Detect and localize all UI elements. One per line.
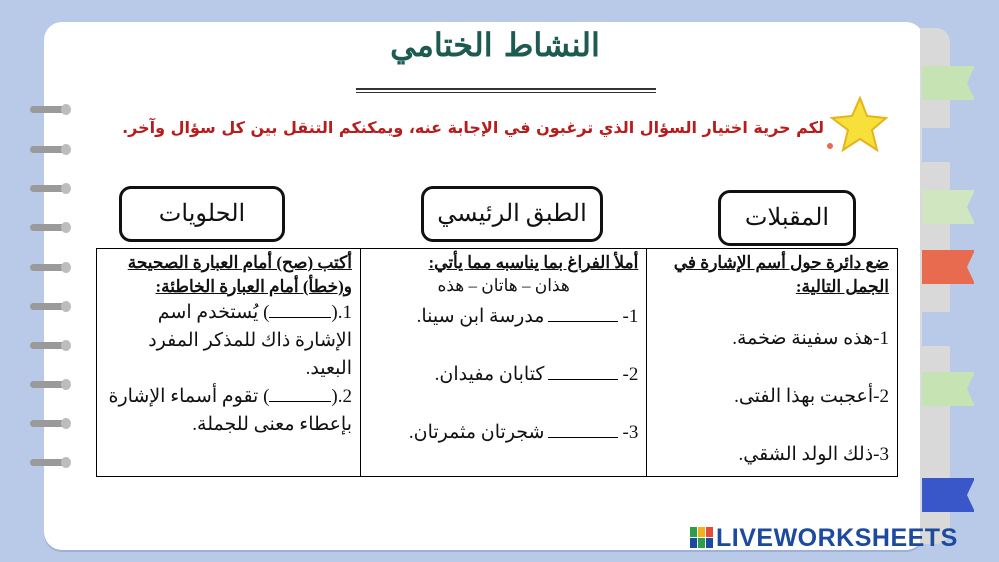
appetizers-cell [647, 249, 898, 477]
true-false-item [105, 383, 352, 439]
desserts-prompt: أكتب (صح) أمام العبارة الصحيحة و(خطأ) أمام العبارة الخاطئة: [127, 253, 352, 296]
binder-ring [30, 224, 68, 231]
binder-ring [30, 146, 68, 153]
notebook-tab-1 [922, 66, 974, 100]
notebook-tab-2 [922, 128, 974, 162]
notebook-tab-3 [922, 190, 974, 224]
heading-main-course: الطبق الرئيسي [421, 186, 603, 242]
heading-desserts: الحلويات [119, 186, 285, 242]
item-text: شجرتان مثمرتان. [408, 422, 545, 443]
binder-ring [30, 381, 68, 388]
star-icon [824, 96, 888, 156]
binder-ring [30, 264, 68, 271]
item-number: 2.( [331, 386, 352, 407]
binder-ring [30, 342, 68, 349]
instruction-text: لكم حرية اختيار السؤال الذي ترغبون في الإجابة عنه، ويمكنكم التنقل بين كل سؤال وآخر. [122, 118, 824, 137]
activity-table [96, 248, 898, 477]
binder-ring [30, 459, 68, 466]
appetizers-item[interactable]: 1-هذه سفينة ضخمة. [732, 328, 889, 349]
brand-name: LIVEWORKSHEETS [716, 524, 958, 552]
appetizers-prompt: ضع دائرة حول أسم الإشارة في الجمل التالية: [673, 253, 889, 296]
item-number: 1- [622, 306, 639, 327]
item-text: ) تقوم أسماء الإشارة بإعطاء معنى للجملة. [108, 386, 352, 435]
fill-blank-item [369, 361, 638, 389]
item-text: مدرسة ابن سينا. [416, 306, 545, 327]
answer-input[interactable] [269, 317, 331, 318]
word-bank: هذان – هاتان – هذه [437, 276, 570, 295]
item-text: كتابان مفيدان. [434, 364, 545, 385]
true-false-item [105, 299, 352, 383]
liveworksheets-logo[interactable] [690, 524, 958, 552]
blank-input[interactable] [548, 379, 618, 380]
binder-ring [30, 185, 68, 192]
main-course-prompt: أملأ الفراغ بما يناسبه مما يأتي: [428, 253, 639, 272]
notebook-tab-6 [922, 372, 974, 406]
blank-input[interactable] [548, 321, 618, 322]
answer-input[interactable] [269, 401, 331, 402]
appetizers-item[interactable]: 2-أعجبت بهذا الفتى. [734, 386, 889, 407]
binder-ring [30, 106, 68, 113]
item-number: 2- [622, 364, 639, 385]
binder-ring [30, 303, 68, 310]
fill-blank-item [369, 419, 638, 447]
binder-ring [30, 420, 68, 427]
item-text: ) يُستخدم اسم الإشارة ذاك للمذكر المفرد البعيد. [148, 302, 352, 379]
blank-input[interactable] [548, 437, 618, 438]
page-edge [920, 28, 950, 544]
heading-appetizers: المقبلات [718, 190, 856, 246]
appetizers-item[interactable]: 3-ذلك الولد الشقي. [738, 444, 889, 465]
page-title: النشاط الختامي [390, 26, 600, 64]
notebook-tab-5 [922, 312, 974, 346]
item-number: 1.( [331, 302, 352, 323]
desserts-cell [97, 249, 361, 477]
notebook-tab-7 [922, 478, 974, 512]
notebook-tab-4 [922, 250, 974, 284]
main-course-cell [361, 249, 647, 477]
fill-blank-item [369, 303, 638, 331]
brand-logo-icon [690, 527, 714, 549]
item-number: 3- [622, 422, 639, 443]
title-underline [356, 88, 656, 93]
